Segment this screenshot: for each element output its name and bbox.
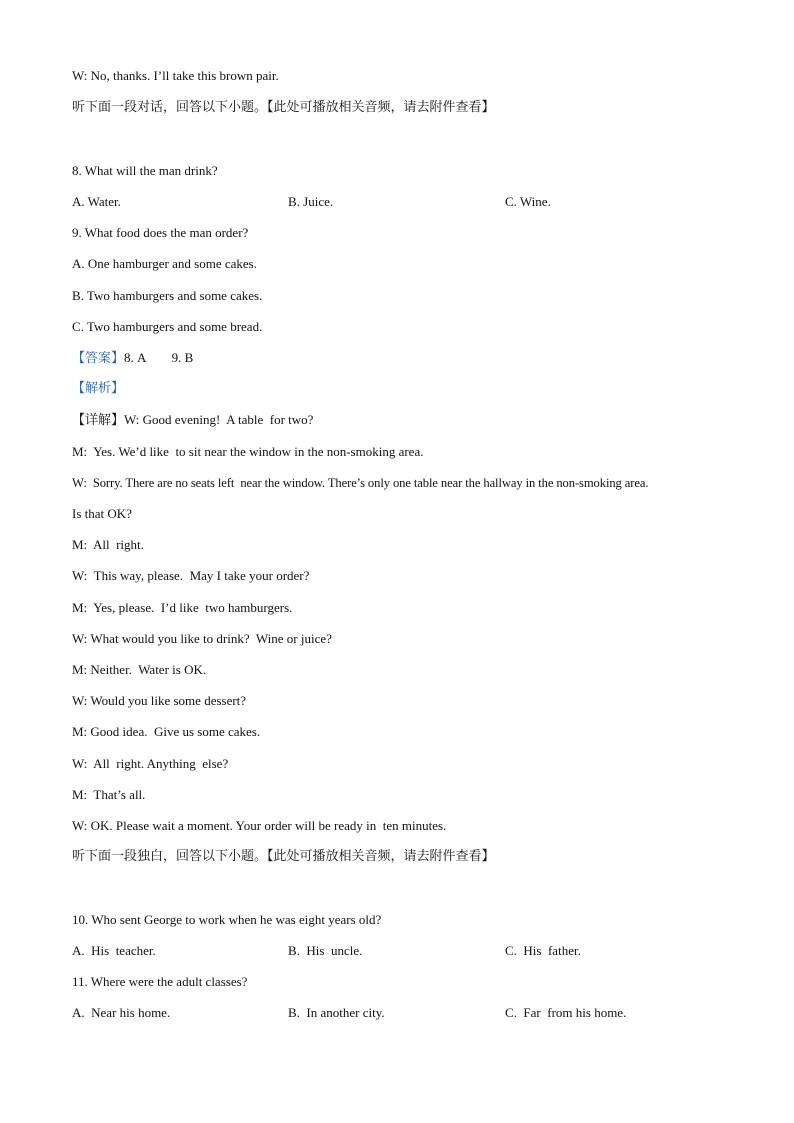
transcript-line: W: All right. Anything else? — [72, 756, 229, 771]
question-9-option-a: A. One hamburger and some cakes. — [72, 256, 257, 271]
transcript-line: Is that OK? — [72, 506, 132, 521]
answer-label: 【答案】 — [72, 351, 125, 366]
question-9-stem: 9. What food does the man order? — [72, 225, 249, 240]
transcript-line: W: OK. Please wait a moment. Your order will be ready in ten minutes. — [72, 818, 447, 833]
transcript-line: M: All right. — [72, 537, 144, 552]
question-8-option-b: B. Juice. — [288, 194, 334, 209]
transcript-line: M: Neither. Water is OK. — [72, 662, 207, 677]
transcript-line: W: Good evening! A table for two? — [124, 412, 314, 427]
question-8-option-a: A. Water. — [72, 194, 121, 209]
transcript-line: W: Sorry. There are no seats left near the window. There’s only one table near the hallway in the non-smoking area. — [72, 476, 649, 490]
transcript-line: M: Yes. We’d like to sit near the window in the non-smoking area. — [72, 444, 424, 459]
question-11-option-b: B. In another city. — [288, 1005, 385, 1020]
transcript-line: M: That’s all. — [72, 787, 146, 802]
question-11-option-a: A. Near his home. — [72, 1005, 171, 1020]
question-11-stem: 11. Where were the adult classes? — [72, 974, 248, 989]
question-10-option-c: C. His father. — [505, 943, 581, 958]
question-9-option-c: C. Two hamburgers and some bread. — [72, 319, 263, 334]
detail-label: 【详解】 — [72, 413, 125, 428]
question-11-option-c: C. Far from his home. — [505, 1005, 627, 1020]
analysis-label: 【解析】 — [72, 381, 125, 396]
answer-row — [72, 350, 193, 367]
question-10-stem: 10. Who sent George to work when he was eight years old? — [72, 912, 382, 927]
section-instruction: 听下面一段独白，回答以下小题。【此处可播放相关音频，请去附件查看】 — [72, 849, 495, 864]
question-8-option-c: C. Wine. — [505, 194, 551, 209]
detail-row — [72, 412, 313, 429]
question-10-option-b: B. His uncle. — [288, 943, 363, 958]
transcript-line: W: Would you like some dessert? — [72, 693, 247, 708]
dialogue-line: W: No, thanks. I’ll take this brown pair. — [72, 68, 279, 83]
transcript-line: W: This way, please. May I take your order? — [72, 568, 310, 583]
answer-values: 8. A 9. B — [124, 350, 194, 365]
transcript-line: W: What would you like to drink? Wine or juice? — [72, 631, 332, 646]
question-10-option-a: A. His teacher. — [72, 943, 156, 958]
section-instruction: 听下面一段对话，回答以下小题。【此处可播放相关音频，请去附件查看】 — [72, 100, 495, 115]
question-9-option-b: B. Two hamburgers and some cakes. — [72, 288, 263, 303]
transcript-line: M: Yes, please. I’d like two hamburgers. — [72, 600, 293, 615]
question-8-stem: 8. What will the man drink? — [72, 163, 218, 178]
transcript-line: M: Good idea. Give us some cakes. — [72, 724, 261, 739]
